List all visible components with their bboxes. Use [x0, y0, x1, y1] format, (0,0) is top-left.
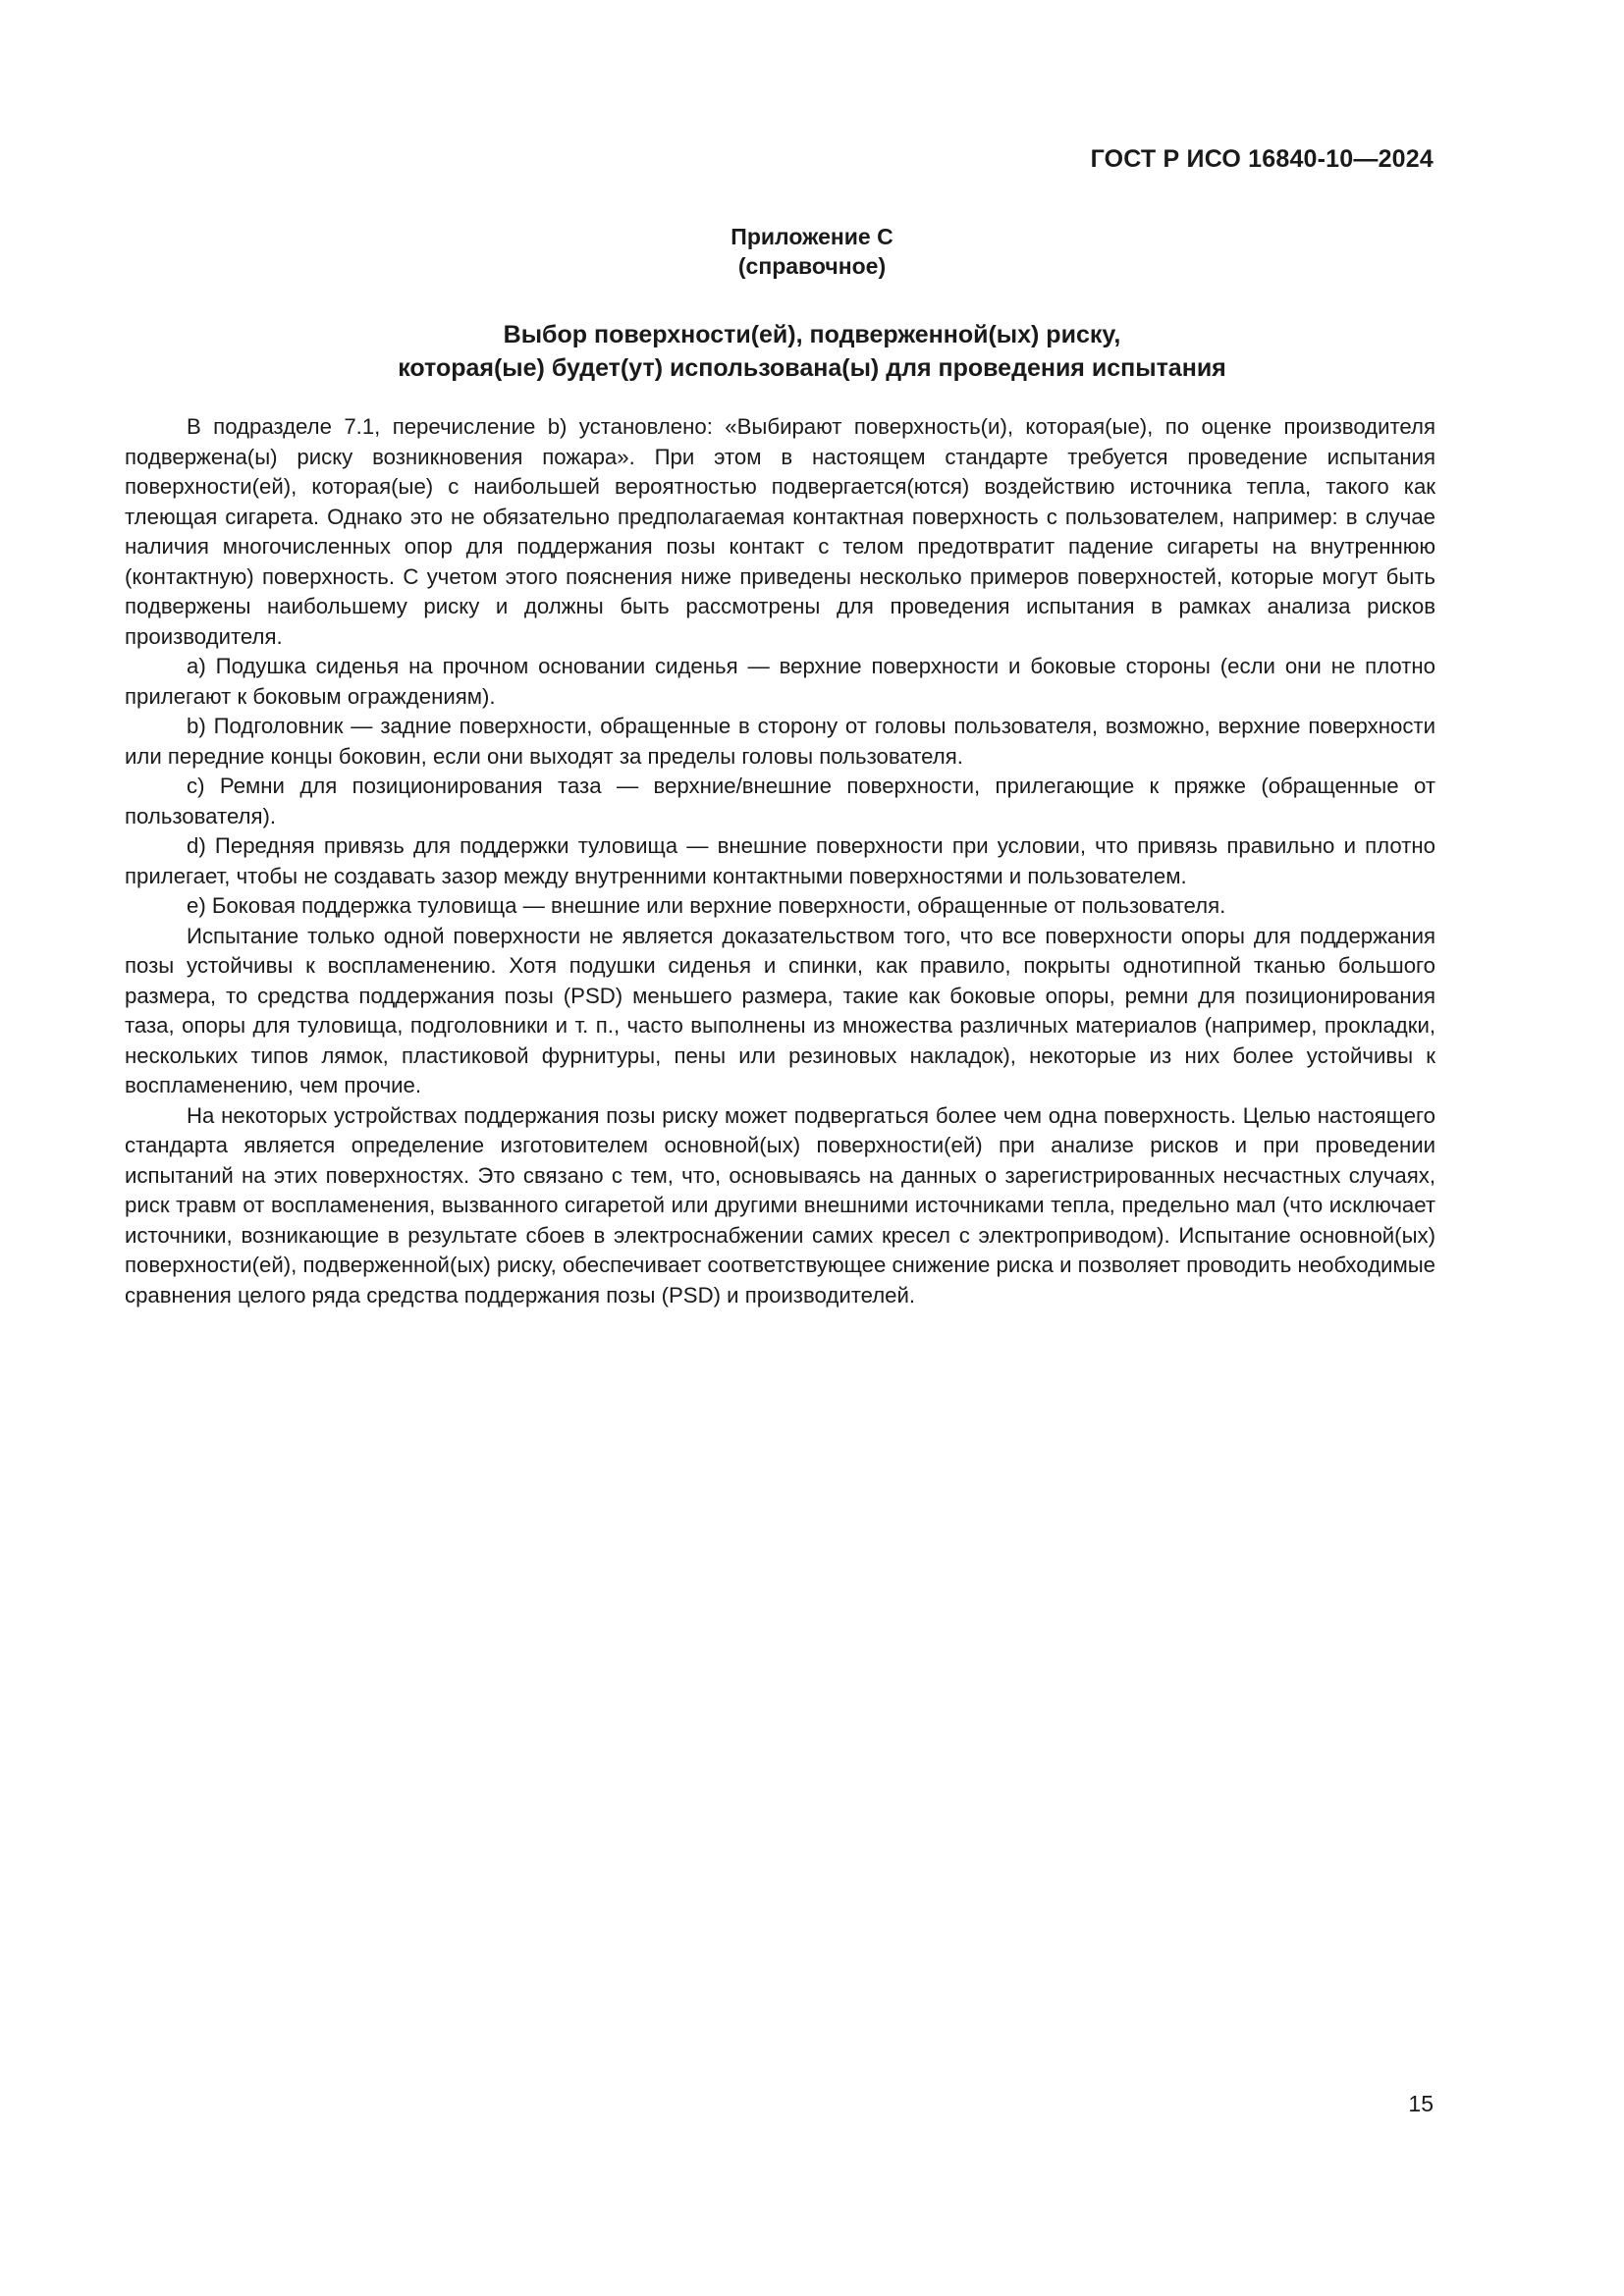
annex-kind: (справочное): [737, 253, 887, 279]
page-number: 15: [1408, 2091, 1434, 2116]
paragraph-multiple-surfaces: На некоторых устройствах поддержания позы риску может подвергаться более чем одна поверхность. Целью настоящего стандарта является определение изготовителем основной(ых) поверхности(ей) при анализе рисков и при проведении испытаний на этих поверхностях. Это связано с тем, что, основываясь на данных о зарегистрированных несчастных случаях, риск травм от воспламенения, вызванного сигаретой или другими внешними источниками тепла, предельно мал (что исключает источники, возникающие в результате сбоев в электроснабжении самих кресел с электроприводом). Испытание основной(ых) поверхности(ей), подверженной(ых) риску, обеспечивает соответствующее снижение риска и позволяет проводить необходимые сравнения целого ряда средства поддержания позы (PSD) и производителей.: [125, 1102, 1435, 1308]
paragraph-intro: В подразделе 7.1, перечисление b) установлено: «Выбирают поверхность(и), которая(ые), по оценке производителя подвержена(ы) риску возникновения пожара». При этом в настоящем стандарте требуется проведение испытания поверхности(ей), которая(ые) с наибольшей вероятностью подвергается(ются) воздействию источника тепла, такого как тлеющая сигарета. Однако это не обязательно предполагаемая контактная поверхность с пользователем, например: в случае наличия многочисленных опор для поддержания позы контакт с телом предотвратит падение сигареты на внутреннюю (контактную) поверхность. С учетом этого пояснения ниже приведены несколько примеров поверхностей, которые могут быть подвержены наибольшему риску и должны быть рассмотрены для проведения испытания в рамках анализа рисков производителя.: [125, 414, 1435, 649]
list-item-d: d) Передняя привязь для поддержки туловища — внешние поверхности при условии, что привязь правильно и плотно прилегает, чтобы не создавать зазор между внутренними контактными поверхностями и пользователем.: [125, 833, 1435, 888]
annex-title-line-1: Выбор поверхности(ей), подверженной(ых) риску,: [503, 321, 1121, 348]
annex-label: Приложение С: [731, 224, 893, 249]
annex-body: [125, 412, 1435, 1310]
list-item-a: а) Подушка сиденья на прочном основании сиденья — верхние поверхности и боковые стороны (если они не плотно прилегают к боковым ограждениям).: [125, 654, 1435, 709]
annex-title-line-2: которая(ые) будет(ут) использована(ы) для проведения испытания: [398, 354, 1226, 382]
annex-heading: [0, 222, 1624, 281]
paragraph-single-surface: Испытание только одной поверхности не является доказательством того, что все поверхности опоры для поддержания позы устойчивы к воспламенению. Хотя подушки сиденья и спинки, как правило, покрыты однотипной тканью большого размера, то средства поддержания позы (PSD) меньшего размера, такие как боковые опоры, ремни для позиционирования таза, опоры для туловища, подголовники и т. п., часто выполнены из множества различных материалов (например, прокладки, нескольких типов лямок, пластиковой фурнитуры, пены или резиновых накладок), некоторые из них более устойчивы к воспламенению, чем прочие.: [125, 923, 1435, 1097]
list-item-e: е) Боковая поддержка туловища — внешние или верхние поверхности, обращенные от пользователя.: [187, 893, 1226, 918]
list-item-c: с) Ремни для позиционирования таза — верхние/внешние поверхности, прилегающие к пряжке (обращенные от пользователя).: [125, 774, 1435, 828]
list-item-b: b) Подголовник — задние поверхности, обращенные в сторону от головы пользователя, возможно, верхние поверхности или передние концы боковин, если они выходят за пределы головы пользователя.: [125, 714, 1435, 769]
document-code: ГОСТ Р ИСО 16840-10—2024: [1090, 145, 1434, 173]
annex-title: [0, 318, 1624, 385]
